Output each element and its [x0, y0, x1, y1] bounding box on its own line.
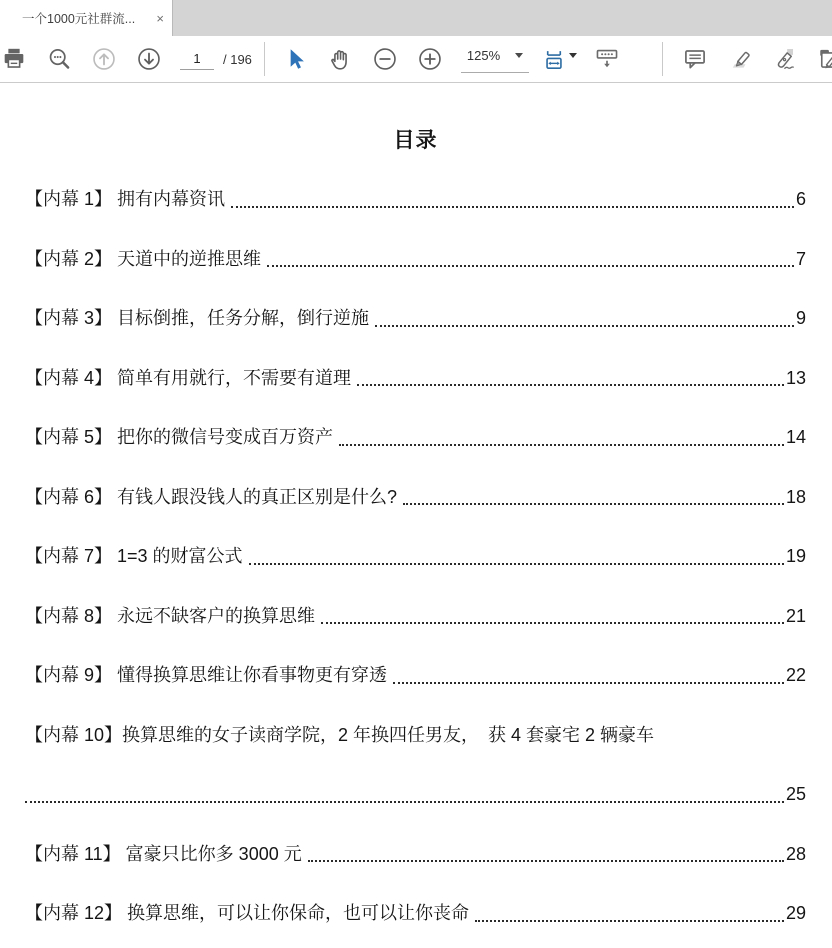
pdf-page — [0, 83, 832, 948]
zoom-out-icon — [372, 46, 398, 72]
toc-entry-label: 【内幕 1】 拥有内幕资讯 — [25, 189, 226, 209]
toc-entry — [25, 188, 806, 211]
toc-entry — [25, 664, 806, 687]
tab-strip — [0, 0, 832, 36]
toc-entry — [25, 248, 806, 271]
zoom-out-button[interactable] — [371, 41, 399, 77]
page-up-icon — [91, 46, 117, 72]
read-mode-button[interactable] — [593, 41, 621, 77]
comment-button[interactable] — [681, 41, 709, 77]
fit-width-button[interactable] — [539, 41, 579, 77]
dot-leader — [231, 206, 794, 208]
find-icon — [46, 46, 72, 72]
toc-page-number: 18 — [785, 486, 806, 507]
previous-page-button[interactable] — [90, 41, 118, 77]
dot-leader — [249, 563, 784, 565]
select-tool-icon — [282, 46, 308, 72]
dot-leader — [475, 920, 784, 922]
chevron-down-icon — [569, 53, 577, 58]
zoom-level-dropdown[interactable] — [461, 45, 529, 73]
toc-entry-label: 【内幕 7】 1=3 的财富公式 — [25, 546, 243, 566]
toc-page-number: 19 — [785, 546, 806, 566]
toc-page-number: 28 — [785, 843, 806, 864]
toc-entry-continuation — [25, 783, 806, 806]
select-tool-button[interactable] — [281, 41, 309, 77]
toc-entry — [25, 486, 806, 509]
fill-sign-button[interactable] — [771, 41, 799, 77]
tab-close-icon[interactable]: × — [156, 10, 164, 26]
dot-leader — [308, 860, 784, 862]
fit-width-icon — [541, 47, 567, 73]
dot-leader — [403, 503, 784, 505]
toc-page-number: 25 — [785, 784, 806, 804]
document-tab[interactable] — [0, 0, 173, 36]
print-icon — [1, 46, 27, 72]
toc-entry — [25, 367, 806, 390]
toc-page-number: 7 — [795, 248, 806, 269]
toc-entry-label: 【内幕 5】 把你的微信号变成百万资产 — [25, 427, 334, 447]
toc-entry — [25, 307, 806, 330]
toc-page-number: 13 — [785, 367, 806, 388]
toc-entry-label: 【内幕 3】 目标倒推，任务分解，倒行逆施 — [25, 308, 370, 328]
toc-page-number: 14 — [785, 427, 806, 447]
zoom-level-value: 125% — [466, 48, 501, 63]
toc-page-number: 6 — [795, 189, 806, 209]
dot-leader — [393, 682, 784, 684]
toc-entry-label: 【内幕 2】 天道中的逆推思维 — [25, 248, 262, 269]
fill-sign-icon — [772, 46, 798, 72]
next-page-button[interactable] — [135, 41, 163, 77]
hand-tool-icon — [327, 46, 353, 72]
toc-entry-label: 【内幕 6】 有钱人跟没钱人的真正区别是什么? — [25, 486, 398, 507]
print-button[interactable] — [0, 41, 28, 77]
toc-entry — [25, 724, 806, 747]
dot-leader — [267, 265, 794, 267]
toc-entry — [25, 426, 806, 449]
highlight-button[interactable] — [726, 41, 754, 77]
dot-leader — [375, 325, 794, 327]
toolbar-separator — [264, 42, 265, 76]
dot-leader — [357, 384, 784, 386]
zoom-in-icon — [417, 46, 443, 72]
dot-leader — [339, 444, 784, 446]
edit-tools-button[interactable] — [816, 41, 832, 77]
toolbar-separator — [662, 42, 663, 76]
dot-leader — [25, 801, 784, 803]
page-title: 目录 — [393, 129, 438, 152]
toc-page-number: 9 — [795, 308, 806, 328]
highlight-icon — [727, 46, 753, 72]
toc-entry — [25, 605, 806, 628]
toc-entry-label: 【内幕 10】换算思维的女子读商学院，2 年换四任男友， 获 4 套豪宅 2 辆豪车 — [25, 724, 655, 745]
toc-page-number: 29 — [785, 903, 806, 923]
toc-entry-label: 【内幕 8】 永远不缺客户的换算思维 — [25, 605, 316, 626]
toc-entry — [25, 843, 806, 866]
toc-entry-label: 【内幕 12】 换算思维，可以让你保命，也可以让你丧命 — [25, 903, 470, 923]
page-number-group — [180, 48, 252, 70]
page-total-label: / 196 — [223, 51, 252, 67]
toc-entry — [25, 902, 806, 925]
read-mode-icon — [594, 46, 620, 72]
edit-tools-icon — [817, 46, 832, 72]
pdf-toolbar — [0, 36, 832, 83]
chevron-down-icon — [515, 53, 523, 58]
comment-icon — [682, 46, 708, 72]
zoom-in-button[interactable] — [416, 41, 444, 77]
page-down-icon — [136, 46, 162, 72]
toc-page-number: 21 — [785, 605, 806, 626]
toc-page-number: 22 — [785, 665, 806, 685]
toc-entry — [25, 545, 806, 568]
page-number-input[interactable] — [180, 48, 214, 70]
toc-entry-label: 【内幕 4】 简单有用就行，不需要有道理 — [25, 367, 352, 388]
toc-entry-label: 【内幕 11】 富豪只比你多 3000 元 — [25, 843, 302, 864]
dot-leader — [321, 622, 784, 624]
hand-tool-button[interactable] — [326, 41, 354, 77]
find-button[interactable] — [45, 41, 73, 77]
toc-entry-label: 【内幕 9】 懂得换算思维让你看事物更有穿透 — [25, 665, 388, 685]
document-tab-title: 一个1000元社群流... — [22, 12, 136, 26]
